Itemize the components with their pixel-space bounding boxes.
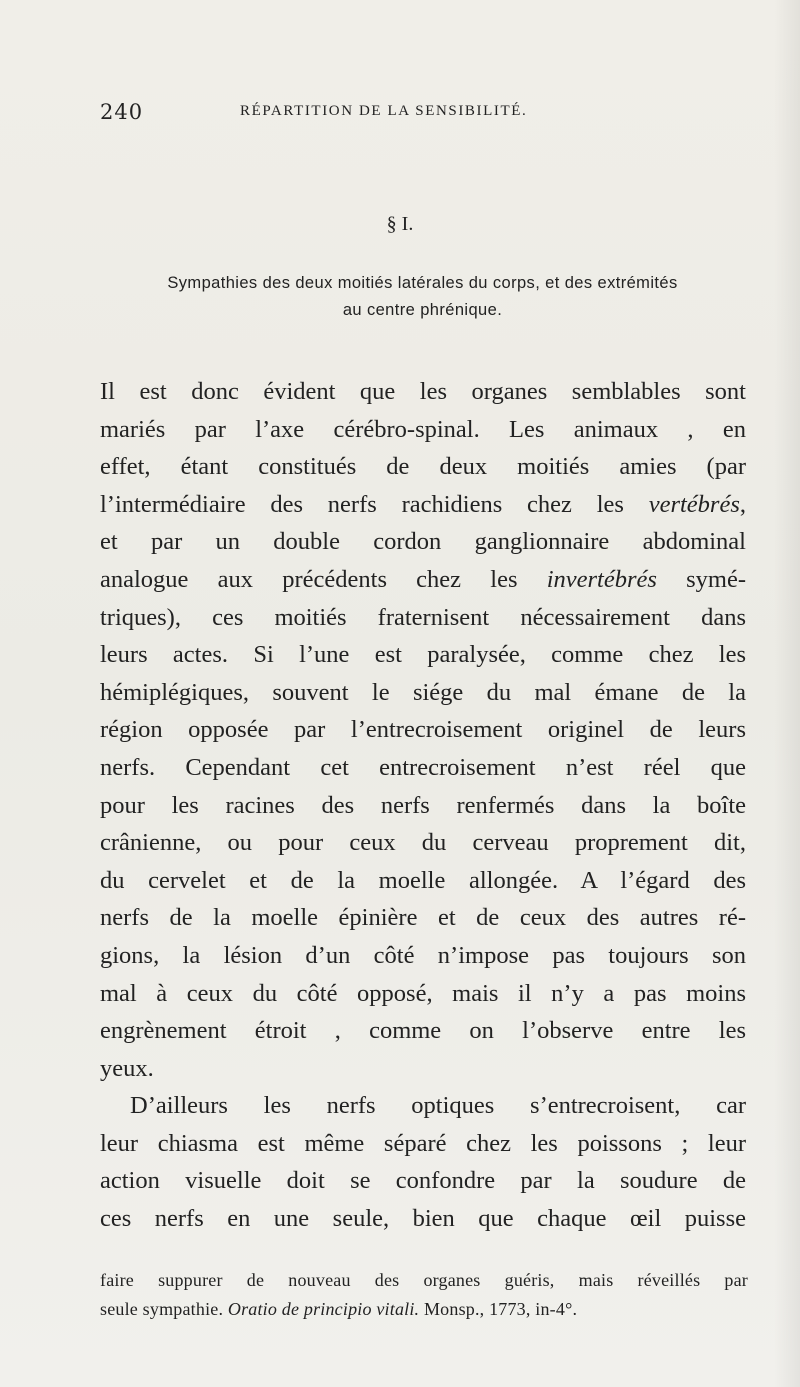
footnote-text: Monsp., 1773, in-4°. bbox=[419, 1299, 578, 1319]
body-text-run: mariés par l’axe cérébro-spinal. Les animaux , en bbox=[100, 415, 746, 443]
body-text-run: Il est donc évident que les organes semblables sont bbox=[100, 378, 746, 405]
section-heading-line: Sympathies des deux moitiés latérales du corps, et des extrémités bbox=[167, 274, 678, 292]
body-line bbox=[100, 711, 746, 749]
body-text-run: région opposée par l’entrecroisement originel de leurs bbox=[100, 716, 746, 744]
body-text-run: ces nerfs en une seule, bien que chaque œil puisse bbox=[100, 1205, 746, 1233]
body-text-run: , bbox=[739, 490, 746, 518]
italic-term: invertébrés bbox=[546, 565, 657, 593]
body-line bbox=[100, 1162, 746, 1200]
body-text-run: gions, la lésion d’un côté n’impose pas toujours son bbox=[100, 941, 746, 969]
body-text-run: l’intermédiaire des nerfs rachidiens chez les bbox=[100, 490, 649, 518]
body-line bbox=[100, 1050, 746, 1088]
body-line bbox=[100, 1012, 746, 1050]
body-text-run: crânienne, ou pour ceux du cerveau proprement dit, bbox=[100, 829, 746, 857]
italic-term: vertébrés bbox=[648, 490, 740, 518]
body-line bbox=[100, 599, 746, 637]
body-text-run: leurs actes. Si l’une est paralysée, comme chez les bbox=[100, 641, 746, 669]
body-line bbox=[100, 787, 746, 825]
body-line bbox=[100, 1200, 746, 1238]
footnote-line: faire suppurer de nouveau des organes guéris, mais réveillés par bbox=[100, 1270, 748, 1290]
body-text-run: yeux. bbox=[100, 1054, 154, 1082]
section-mark: § I. bbox=[386, 213, 414, 235]
page-number: 240 bbox=[100, 100, 144, 124]
footnote-line bbox=[100, 1295, 748, 1324]
body-line bbox=[100, 975, 746, 1013]
body-line bbox=[100, 862, 746, 900]
body-text-run: et par un double cordon ganglionnaire abdominal bbox=[100, 528, 746, 556]
body-line bbox=[100, 523, 746, 561]
body-text-run: du cervelet et de la moelle allongée. A l’égard des bbox=[100, 866, 746, 894]
body-text-run: hémiplégiques, souvent le siége du mal émane de la bbox=[100, 678, 746, 706]
body-text-run: nerfs. Cependant cet entrecroisement n’est réel que bbox=[100, 753, 746, 781]
body-line bbox=[100, 937, 746, 975]
body-line bbox=[100, 899, 746, 937]
body-text-run: symé- bbox=[656, 565, 747, 593]
body-text-run: nerfs de la moelle épinière et de ceux des autres ré- bbox=[100, 904, 746, 932]
footnote-text: seule sympathie. bbox=[100, 1299, 228, 1319]
running-title: RÉPARTITION DE LA SENSIBILITÉ. bbox=[240, 103, 528, 119]
body-line bbox=[100, 486, 746, 524]
body-line bbox=[100, 1125, 746, 1163]
body-text-run: analogue aux précédents chez les bbox=[100, 565, 547, 593]
body-text-run: pour les racines des nerfs renfermés dans la boîte bbox=[100, 791, 746, 819]
body-line bbox=[100, 1087, 746, 1125]
footnote-title: Oratio de principio vitali. bbox=[227, 1299, 420, 1319]
body-line bbox=[100, 636, 746, 674]
body-text-run: mal à ceux du côté opposé, mais il n’y a pas moins bbox=[100, 979, 746, 1007]
section-heading-line: au centre phrénique. bbox=[342, 301, 503, 319]
body-line bbox=[100, 411, 746, 449]
body-text bbox=[100, 373, 746, 1238]
body-text-run: action visuelle doit se confondre par la soudure de bbox=[100, 1167, 746, 1195]
body-text-run: effet, étant constitués de deux moitiés amies (par bbox=[100, 453, 746, 481]
body-text-run: triques), ces moitiés fraternisent nécessairement dans bbox=[100, 603, 746, 631]
running-head bbox=[100, 100, 700, 130]
body-text-run: engrènement étroit , comme on l’observe entre les bbox=[100, 1017, 746, 1045]
body-line bbox=[100, 448, 746, 486]
body-text-run: D’ailleurs les nerfs optiques s’entrecroisent, car bbox=[130, 1092, 746, 1120]
body-line bbox=[100, 373, 746, 411]
body-line bbox=[100, 561, 746, 599]
body-line bbox=[100, 824, 746, 862]
footnote bbox=[100, 1266, 748, 1324]
body-line bbox=[100, 749, 746, 787]
body-line bbox=[100, 674, 746, 712]
body-text-run: leur chiasma est même séparé chez les poissons ; leur bbox=[100, 1129, 746, 1157]
section-heading bbox=[95, 270, 750, 324]
